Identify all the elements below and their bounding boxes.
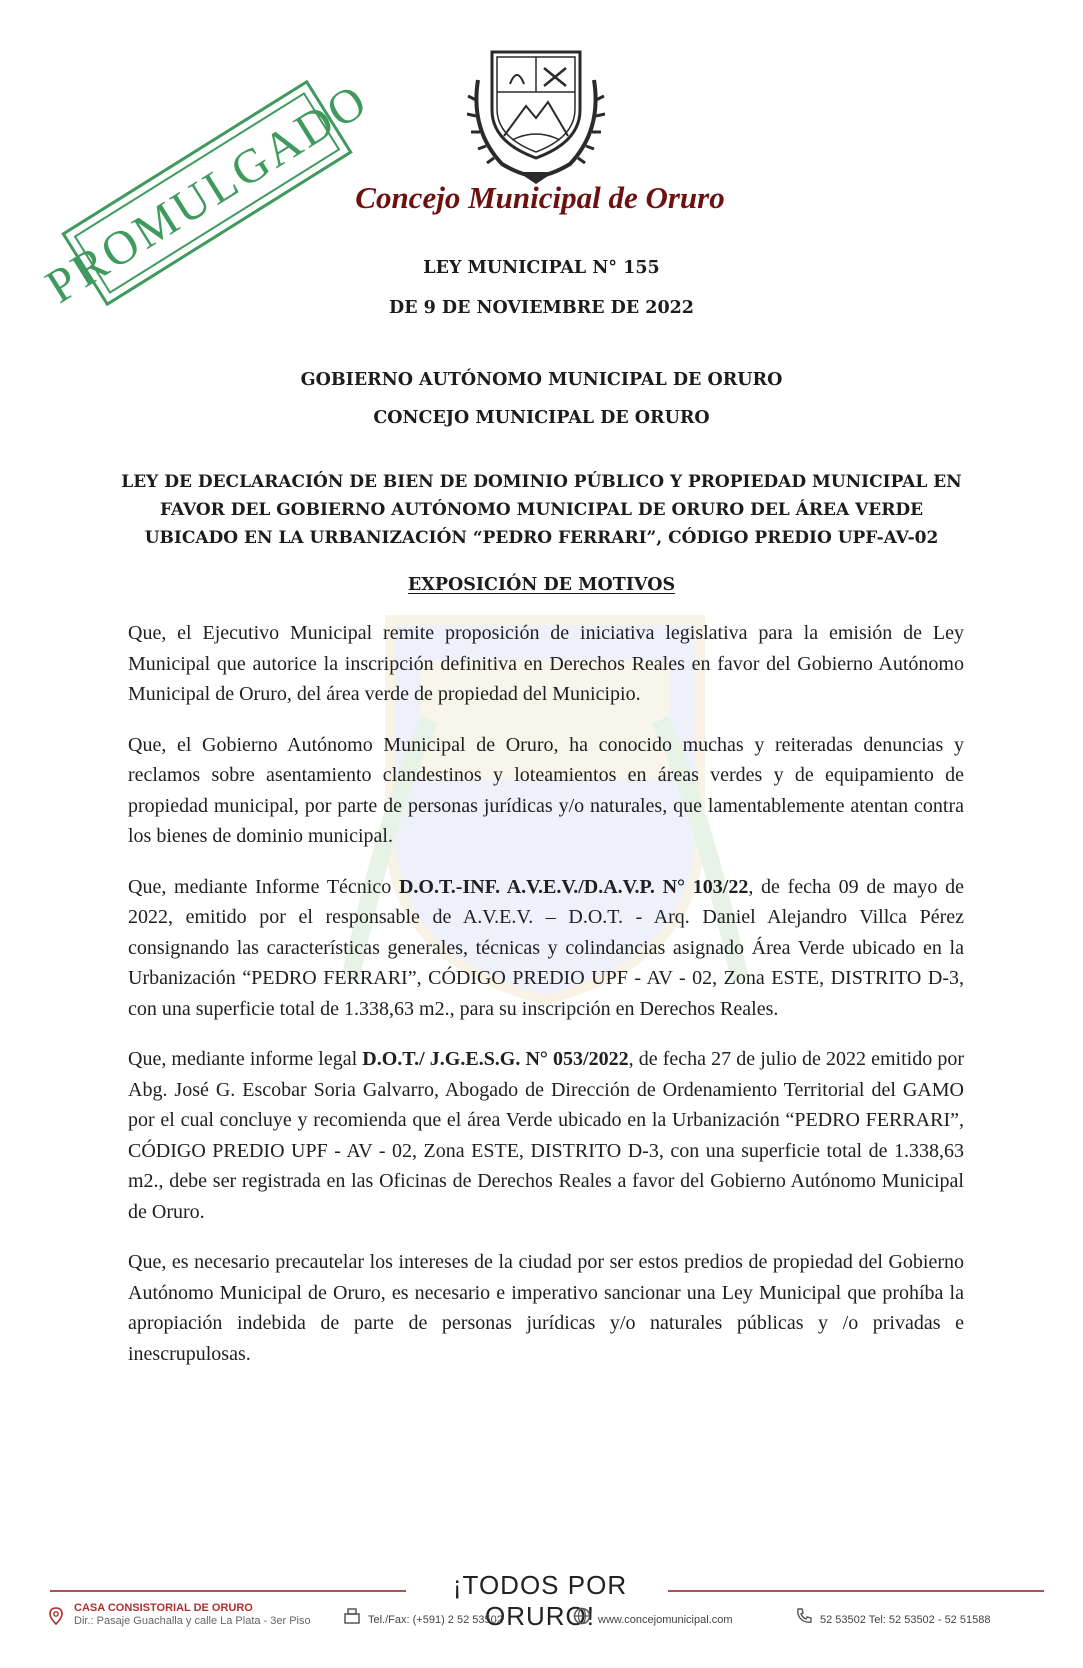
law-title-line: FAVOR DEL GOBIERNO AUTÓNOMO MUNICIPAL DE ORURO DEL ÁREA VERDE: [159, 500, 924, 520]
globe-icon: [572, 1606, 592, 1626]
paragraph-3-text: , de fecha 09 de mayo de 2022, emitido por el responsable de A.V.E.V. – D.O.T. - Arq. Daniel Alejandro Villca Pérez consignando las características generales, técnicas y colindancias asignado Área Verde ubicado en la Urbanización “PEDRO FERRARI”, CÓDIGO PREDIO UPF - AV - 02, Zona ESTE, DISTRITO D-3, con una superficie total de 1.338,63 m2., para su inscripción en Derechos Reales.: [128, 875, 964, 1020]
document-body: [128, 618, 964, 1389]
paragraph-5: Que, es necesario precautelar los intereses de la ciudad por ser estos predios de propiedad del Gobierno Autónomo Municipal de Oruro, es necesario e imperativo sancionar una Ley Municipal que prohíba la apropiación indebida de parte de personas jurídicas y/o naturales públicas y /o privadas e inescrupulosas.: [128, 1251, 964, 1365]
law-title: [120, 468, 963, 552]
footer-address: Dir.: Pasaje Guachalla y calle La Plata - 3er Piso: [74, 1615, 311, 1627]
council-line: CONCEJO MUNICIPAL DE ORURO: [373, 408, 710, 428]
footer-address-title: CASA CONSISTORIAL DE ORURO: [74, 1602, 253, 1614]
page-footer: [38, 1570, 1048, 1654]
footer-divider: [50, 1590, 406, 1592]
paragraph-4-text: Que, mediante informe legal: [128, 1048, 363, 1070]
law-date: DE 9 DE NOVIEMBRE DE 2022: [389, 298, 694, 318]
paragraph-3: [128, 872, 964, 1025]
law-title-line: UBICADO EN LA URBANIZACIÓN “PEDRO FERRARI”, CÓDIGO PREDIO UPF-AV-02: [144, 528, 939, 548]
footer-divider: [668, 1590, 1044, 1592]
paragraph-1: Que, el Ejecutivo Municipal remite proposición de iniciativa legislativa para la emisión de Ley Municipal que autorice la inscripción definitiva en Derechos Reales en favor del Gobierno Autónomo Municipal de Oruro, del área verde de propiedad del Municipio.: [128, 622, 964, 705]
phone-icon: [794, 1606, 814, 1626]
footer-slogan: ¡TODOS POR ORURO!: [452, 1570, 628, 1631]
location-icon: [46, 1606, 66, 1626]
paragraph-4-text: , de fecha 27 de julio de 2022 emitido por Abg. José G. Escobar Soria Galvarro, Abogado de Dirección de Ordenamiento Territorial del GAMO por el cual concluye y recomienda que el área Verde ubicado en la Urbanización “PEDRO FERRARI”, CÓDIGO PREDIO UPF - AV - 02, Zona ESTE, DISTRITO D-3, con una superficie total de 1.338,63 m2., debe ser registrada en las Oficinas de Derechos Reales a favor del Gobierno Autónomo Municipal de Oruro.: [128, 1048, 964, 1223]
footer-website: www.concejomunicipal.com: [598, 1614, 733, 1626]
law-title-line: LEY DE DECLARACIÓN DE BIEN DE DOMINIO PÚBLICO Y PROPIEDAD MUNICIPAL EN: [121, 472, 962, 492]
government-name: GOBIERNO AUTÓNOMO MUNICIPAL DE ORURO: [300, 370, 783, 390]
footer-phones: 52 53502 Tel: 52 53502 - 52 51588: [820, 1614, 991, 1626]
section-title: EXPOSICIÓN DE MOTIVOS: [407, 575, 676, 595]
footer-phone: Tel./Fax: (+591) 2 52 53502: [368, 1614, 503, 1626]
technical-report-ref: D.O.T.-INF. A.V.E.V./D.A.V.P. N° 103/22: [398, 875, 749, 898]
council-name: Concejo Municipal de Oruro: [355, 180, 725, 215]
paragraph-3-text: Que, mediante Informe Técnico: [128, 875, 399, 898]
council-crest-logo: [462, 40, 610, 186]
paragraph-4: [128, 1044, 964, 1227]
stamp-text: PROMULGADO: [36, 72, 378, 314]
legal-report-ref: D.O.T./ J.G.E.S.G. N° 053/2022: [362, 1048, 629, 1070]
law-number: LEY MUNICIPAL N° 155: [423, 258, 660, 278]
fax-icon: [342, 1606, 362, 1626]
paragraph-2: Que, el Gobierno Autónomo Municipal de Oruro, ha conocido muchas y reiteradas denuncias y reclamos sobre asentamiento clandestinos y loteamientos en áreas verdes y de equipamiento de propiedad municipal, por parte de personas jurídicas y/o naturales, que lamentablemente atentan contra los bienes de dominio municipal.: [128, 733, 964, 847]
